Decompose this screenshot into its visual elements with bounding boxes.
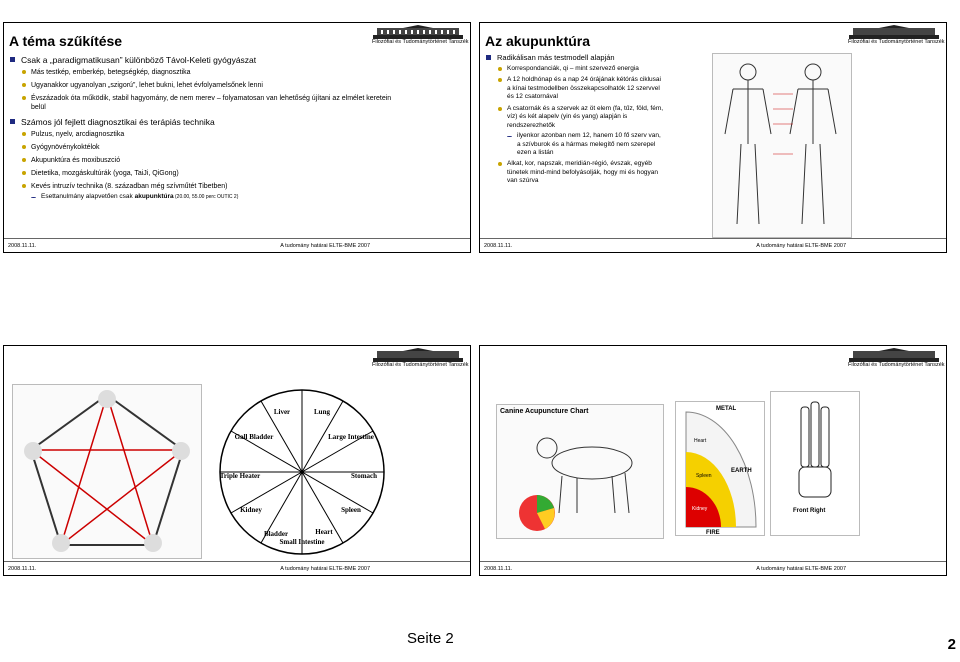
list-item: Kevés intruzív technika (8. században még szívműtét Tibetben) Esettanulmány alapvetően csak akupunktúra (20.00, 55.00 perc OUTIC 2) xyxy=(21,182,405,202)
slide-footer: 2008.11.11. A tudomány határai ELTE-BME 2007 xyxy=(4,561,470,575)
svg-text:Front Right: Front Right xyxy=(793,508,826,514)
slide-4 xyxy=(479,345,947,576)
institution-name: Filozófiai és Tudománytörténet Tanszék xyxy=(372,362,469,368)
svg-text:Kidney: Kidney xyxy=(240,506,262,514)
institution-name: Filozófiai és Tudománytörténet Tanszék xyxy=(848,39,945,45)
slide-title: A téma szűkítése xyxy=(9,33,123,49)
list-item: Alkat, kor, napszak, meridián-régió, évszak, egyéb tünetek mind-mind befolyásolják, hogy mi és hogyan van szúrva xyxy=(497,160,666,185)
svg-text:Heart: Heart xyxy=(694,438,707,444)
bullet-list xyxy=(10,55,405,206)
element-wheel-icon xyxy=(676,402,764,535)
svg-text:Bladder: Bladder xyxy=(263,530,289,538)
chart-title: Canine Acupuncture Chart xyxy=(500,408,589,415)
svg-text:Lung: Lung xyxy=(314,408,330,416)
hand-meridian-image xyxy=(770,391,860,536)
slide-footer: 2008.11.11. A tudomány határai ELTE-BME 2007 xyxy=(480,561,946,575)
svg-text:Heart: Heart xyxy=(315,528,333,536)
svg-text:Stomach: Stomach xyxy=(350,472,378,480)
svg-text:Spleen: Spleen xyxy=(341,506,361,514)
institution-logo xyxy=(372,25,469,45)
university-building-icon xyxy=(849,348,939,362)
list-item: Más testkép, emberkép, betegségkép, diagnosztika xyxy=(21,68,405,77)
institution-logo xyxy=(848,348,945,368)
university-building-icon xyxy=(373,348,463,362)
svg-text:Triple Heater: Triple Heater xyxy=(219,472,261,480)
slide-2 xyxy=(479,22,947,253)
institution-name: Filozófiai és Tudománytörténet Tanszék xyxy=(848,362,945,368)
body-meridian-chart-image xyxy=(712,53,852,238)
page-number: 2 xyxy=(947,636,956,653)
list-item: Pulzus, nyelv, arcdiagnosztika xyxy=(21,130,405,139)
list-item: Számos jól fejlett diagnosztikai és terápiás technika Pulzus, nyelv, arcdiagnosztika Gyógynövénykoktélok Akupunktúra és moxibuszció Dietetika, mozgáskultúrák (yoga, TaiJi, QiGong) Kevés intruzív technika (8. században még szívműtét Tibetben) Esettanulmány alapvetően csak akupunktúra (20.00, 55.00 perc OUTIC 2) xyxy=(10,117,405,202)
dog-figure-icon xyxy=(497,418,663,538)
list-item: Dietetika, mozgáskultúrák (yoga, TaiJi, QiGong) xyxy=(21,169,405,178)
list-item: Gyógynövénykoktélok xyxy=(21,143,405,152)
university-building-icon xyxy=(373,25,463,39)
svg-text:METAL: METAL xyxy=(716,406,737,412)
slide-footer: 2008.11.11. A tudomány határai ELTE-BME 2007 xyxy=(4,238,470,252)
slide-3 xyxy=(3,345,471,576)
list-item: Akupunktúra és moxibuszció xyxy=(21,156,405,165)
list-item: ilyenkor azonban nem 12, hanem 10 fő szerv van, a szívburok és a hármas melegítő nem szerepel ezen a listán xyxy=(507,132,666,157)
list-item: Csak a „paradigmatikusan” különböző Távol-Keleti gyógyászat Más testkép, emberkép, betegségkép, diagnosztika Ugyanakkor ugyanolyan „szigorú”, lehet bukni, lehet évfolyamelsőnek lenni Évszázadok óta működik, stabil hagyomány, de nem merev – folyamatosan van lehetőség újítani az elmélet keretein belül xyxy=(10,55,405,113)
organ-clock-wheel-image xyxy=(216,384,388,559)
page-label: Seite 2 xyxy=(407,630,454,647)
svg-text:Gall Bladder: Gall Bladder xyxy=(234,433,274,441)
hand-icon xyxy=(771,392,859,535)
five-elements-star-image xyxy=(12,384,202,559)
institution-name: Filozófiai és Tudománytörténet Tanszék xyxy=(372,39,469,45)
svg-text:FIRE: FIRE xyxy=(706,530,720,535)
slide-1 xyxy=(3,22,471,253)
list-item: Évszázadok óta működik, stabil hagyomány, de nem merev – folyamatosan van lehetőség újítani az elmélet keretein belül xyxy=(21,94,405,112)
list-item: Esettanulmány alapvetően csak akupunktúra (20.00, 55.00 perc OUTIC 2) xyxy=(31,193,405,201)
list-item: A 12 holdhónap és a nap 24 órájának kétórás ciklusai a kínai testmodellben összekapcsolhatók 12 szervvel és 12 csatornával xyxy=(497,76,666,101)
list-item: A csatornák és a szervek az öt elem (fa, tűz, föld, fém, víz) és két alapelv (yin és yang) alapján is rendszerezhetők ilyenkor azonban nem 12, hanem 10 fő szerv van, a szívburok és a hármas melegítő nem szerepel ezen a listán xyxy=(497,105,666,158)
bullet-list xyxy=(486,53,666,190)
slide-footer: 2008.11.11. A tudomány határai ELTE-BME 2007 xyxy=(480,238,946,252)
organ-wheel-icon xyxy=(216,384,388,559)
svg-text:Large Intestine: Large Intestine xyxy=(328,433,374,441)
list-item: Korrespondanciák, qi – mint szervező energia xyxy=(497,65,666,73)
human-figure-icon xyxy=(713,54,851,237)
five-phase-diagram-image xyxy=(675,401,765,536)
svg-text:Spleen: Spleen xyxy=(696,473,712,479)
university-building-icon xyxy=(849,25,939,39)
wheel-label: Liver xyxy=(273,408,291,416)
institution-logo xyxy=(372,348,469,368)
svg-text:Kidney: Kidney xyxy=(692,506,708,512)
institution-logo xyxy=(848,25,945,45)
svg-text:EARTH: EARTH xyxy=(731,468,752,474)
list-item: Radikálisan más testmodell alapján Korrespondanciák, qi – mint szervező energia A 12 holdhónap és a nap 24 órájának kétórás ciklusai a kínai testmodellben összekapcsolhatók 12 szervvel és 12 csatornával A csatornák és a szervek az öt elem (fa, tűz, föld, fém, víz) és két alapelv (yin és yang) alapján is rendszerezhetők ilyenkor azonban nem 12, hanem 10 fő szerv van, a szívburok és a hármas melegítő nem szerepel ezen a listán Alkat, kor, napszak, meridián-régió, évszak, egyéb tünetek mind-mind befolyásolják, hogy mi és hogyan van szúrva xyxy=(486,53,666,186)
svg-text:Small Intestine: Small Intestine xyxy=(279,538,325,546)
pentagram-icon xyxy=(13,385,201,558)
slide-title: Az akupunktúra xyxy=(485,33,591,49)
list-item: Ugyanakkor ugyanolyan „szigorú”, lehet bukni, lehet évfolyamelsőnek lenni xyxy=(21,81,405,90)
canine-acupuncture-chart-image xyxy=(496,404,664,539)
